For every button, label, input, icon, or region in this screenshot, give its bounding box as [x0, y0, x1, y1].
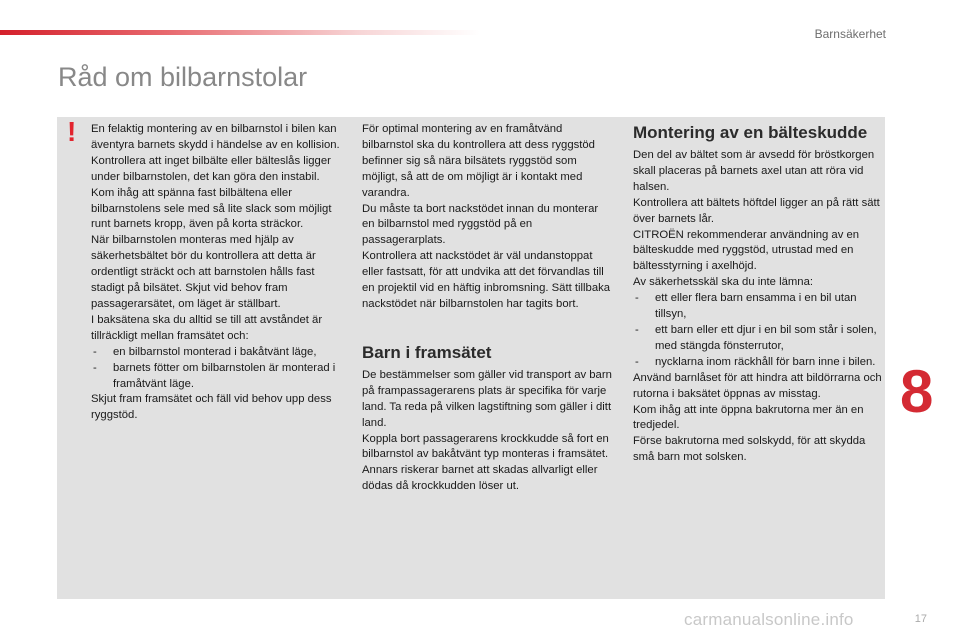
paragraph: Annars riskerar barnet att skadas allvarligt eller dödas då krockkudden löser ut. — [362, 464, 598, 493]
paragraph: CITROËN rekommenderar användning av en bälteskudde med ryggstöd, utrustad med en bältesstyrning i axelhöjd. — [633, 228, 860, 273]
column-warning-text — [91, 122, 349, 424]
paragraph: I baksätena ska du alltid se till att avståndet är tillräckligt mellan framsätet och: — [91, 313, 323, 342]
list-item: - barnets fötter om bilbarnstolen är monterad i framåtvänt läge. — [91, 361, 349, 393]
paragraph: Av säkerhetsskäl ska du inte lämna: — [633, 276, 814, 289]
paragraph: De bestämmelser som gäller vid transport av barn på frampassagerarens plats är specifika för varje land. Ta reda på vilken lagstiftning som gäller i ditt land. — [362, 368, 612, 429]
paragraph: Du måste ta bort nackstödet innan du monterar en bilbarnstol med ryggstöd på en passagerarplats. — [362, 202, 599, 247]
paragraph: Kontrollera att inget bilbälte eller bälteslås ligger under bilbarnstolen, det kan göra den instabil. — [91, 154, 331, 183]
section-header: Barnsäkerhet — [814, 27, 886, 41]
paragraph: Kontrollera att nackstödet är väl undanstoppat eller fastsatt, för att undvika att det förvandlas till en projektil vid en häftig inbromsning. Sätt tillbaka nackstödet när bilbarnstolen har tagits bort. — [362, 250, 611, 310]
paragraph: Den del av bältet som är avsedd för bröstkorgen skall placeras på barnets axel utan att röra vid halsen. — [633, 149, 875, 193]
page-title: Råd om bilbarnstolar — [58, 62, 308, 92]
bullet-list — [91, 345, 349, 393]
top-accent-bar — [0, 30, 480, 35]
bullet-list — [633, 291, 883, 371]
paragraph: Koppla bort passagerarens krockkudde så fort en bilbarnstol av bakåtvänt typ monteras i framsätet. — [362, 432, 609, 461]
paragraph: Förse bakrutorna med solskydd, för att skydda små barn mot solsken. — [633, 435, 866, 464]
column-right — [633, 122, 883, 466]
paragraph: För optimal montering av en framåtvänd bilbarnstol ska du kontrollera att dess ryggstöd befinner sig så nära bilsätets ryggstöd som möjligt, så att de om möjligt är i kontakt med varandra. — [362, 123, 595, 199]
watermark: carmanualsonline.info — [684, 610, 854, 629]
heading-barn-i-framsatet: Barn i framsätet — [362, 342, 492, 362]
list-item: - ett eller flera barn ensamma i en bil utan tillsyn, — [633, 291, 883, 323]
paragraph: Använd barnlåset för att hindra att bildörrarna och rutorna i baksätet öppnas av misstag. — [633, 371, 882, 400]
page-number: 17 — [914, 613, 927, 625]
paragraph: Kom ihåg att inte öppna bakrutorna mer än en tredjedel. — [633, 403, 864, 432]
list-item: - nycklarna inom räckhåll för barn inne i bilen. — [633, 355, 883, 371]
warning-icon: ! — [67, 116, 77, 147]
paragraph: En felaktig montering av en bilbarnstol i bilen kan äventyra barnets skydd i händelse av en kollision. — [91, 123, 340, 151]
chapter-number: 8 — [900, 358, 934, 425]
heading-montering-baltkudde: Montering av en bälteskudde — [633, 123, 868, 142]
list-item: - ett barn eller ett djur i en bil som står i solen, med stängda fönsterrutor, — [633, 323, 883, 355]
list-item: - en bilbarnstol monterad i bakåtvänt läge, — [91, 345, 349, 361]
paragraph: Skjut fram framsätet och fäll vid behov upp dess ryggstöd. — [91, 393, 332, 422]
paragraph: När bilbarnstolen monteras med hjälp av säkerhetsbältet bör du kontrollera att detta är ordentligt sträckt och att barnstolen hålls fast stadigt på bilsätet. Skjut vid behov fram passagerarsätet, om läget är ställbart. — [91, 234, 316, 310]
paragraph: Kom ihåg att spänna fast bilbältena eller bilbarnstolens sele med så lite slack som möjligt runt barnets kropp, även på korta sträckor. — [91, 186, 332, 231]
paragraph: Kontrollera att bältets höftdel ligger an på rätt sätt över barnets lår. — [633, 196, 880, 225]
column-middle — [362, 122, 612, 495]
